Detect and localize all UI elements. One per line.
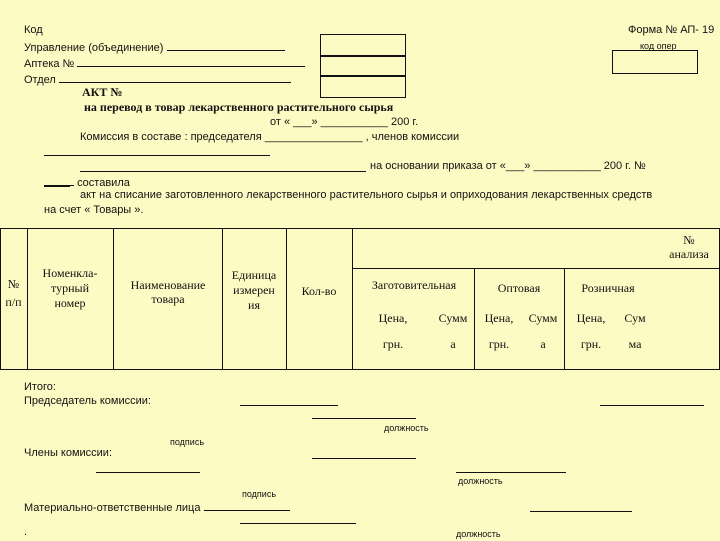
mol-line-2 (240, 523, 356, 524)
chairman-position-line (312, 418, 416, 419)
rozn-sum-header: Сум ма (624, 311, 646, 351)
rozn-header: Розничная (581, 281, 635, 295)
analysis-no-header: № анализа (669, 233, 709, 261)
act-text: акт на списание заготовленного лекарственного растительного сырья и оприходования лекарственных средств (80, 189, 653, 201)
kod-oper-label: код опер (640, 41, 677, 51)
members-line-2 (96, 472, 200, 473)
chairman-name-line (600, 405, 704, 406)
opt-price-header: Цена, грн. (484, 311, 514, 351)
commission-line: Комиссия в составе : председателя ________________ , членов комиссии (80, 131, 460, 143)
dolzhnost-label-3: должность (456, 529, 501, 539)
code-box-2[interactable] (320, 56, 406, 76)
col-divider-5 (352, 228, 353, 369)
form-number: Форма № АП- 19 (628, 24, 715, 36)
basis-line: на основании приказа от «___» ___________ 200 г. № (370, 160, 646, 172)
blank-line-3 (44, 186, 70, 187)
chairman-label: Председатель комиссии: (24, 395, 151, 407)
kod-oper-box[interactable] (612, 50, 698, 74)
code-box-1[interactable] (320, 34, 406, 56)
kod-label: Код (24, 24, 43, 36)
act-date: от « ___» ___________ 200 г. (270, 116, 419, 128)
rozn-price-header: Цена, грн. (576, 311, 606, 351)
members-label: Члены комиссии: (24, 447, 113, 459)
chairman-signature-line (240, 405, 338, 406)
composed-line: составила (44, 175, 130, 190)
table-bottom-border (0, 369, 720, 370)
podpis-label-2: подпись (242, 489, 277, 499)
members-line-1 (312, 458, 416, 459)
opt-header: Оптовая (497, 281, 541, 295)
opt-sum-header: Сумм а (528, 311, 558, 351)
members-line-3 (456, 472, 566, 473)
mol-label: Материально-ответственные лица (24, 500, 290, 515)
podpis-label-1: подпись (170, 437, 205, 447)
mol-line-right (530, 511, 632, 512)
table-top-border (0, 228, 720, 229)
trailing-dot: . (24, 526, 28, 538)
blank-line-2 (80, 171, 366, 172)
col-divider-1 (27, 228, 28, 369)
zagot-price-header: Цена, грн. (378, 311, 408, 351)
col-no-header: № п/п (5, 277, 22, 309)
dolzhnost-label-2: должность (458, 476, 503, 486)
nomen-header: Номенкла- турный номер (42, 266, 98, 310)
unit-header: Единица измерен ия (231, 268, 277, 312)
otdel-label: Отдел (24, 72, 291, 87)
zagot-header: Заготовительная (371, 278, 457, 292)
qty-header: Кол-во (301, 284, 337, 298)
upravlenie-label: Управление (объединение) (24, 40, 285, 55)
account-line: на счет « Товары ». (44, 204, 144, 216)
dolzhnost-label-1: должность (384, 423, 429, 433)
name-header: Наименование товара (130, 278, 206, 306)
zagot-sum-header: Сумм а (438, 311, 468, 351)
act-title: АКТ № (82, 85, 123, 99)
apteka-label: Аптека № (24, 56, 305, 71)
col-divider-4 (286, 228, 287, 369)
code-box-3[interactable] (320, 76, 406, 98)
header-row-line (352, 268, 720, 269)
blank-line-1 (44, 155, 270, 156)
act-subtitle: на перевод в товар лекарственного растительного сырья (84, 100, 394, 114)
itogo-label: Итого: (24, 381, 56, 393)
